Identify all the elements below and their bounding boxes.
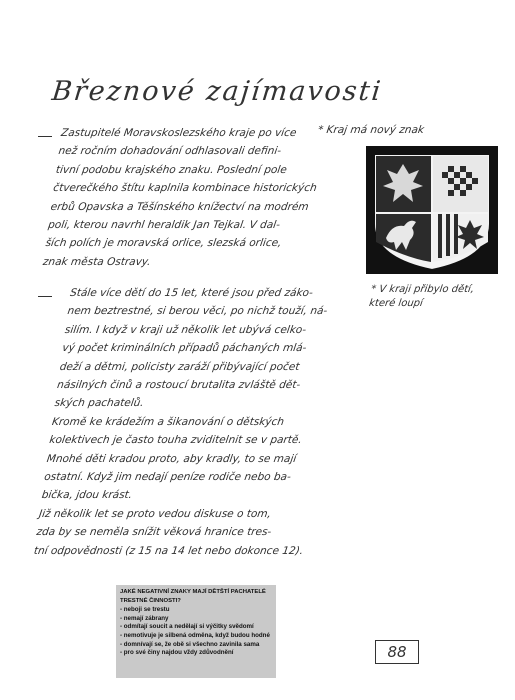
text-line: bička, jdou krást.	[40, 489, 133, 502]
text-line: vý počet kriminálních případů páchaných mlá-	[61, 342, 308, 355]
newspaper-clipping	[116, 585, 276, 678]
text-line: tivní podobu krajského znaku. Poslední pole	[55, 163, 288, 176]
text-line: které loupí	[368, 298, 424, 309]
text-line: čtverečkého štítu kaplnila kombinace historických	[52, 182, 318, 195]
margin-note-kraj-znak: * Kraj má nový znak	[317, 124, 425, 136]
text-line: znak města Ostravy.	[42, 255, 152, 268]
clipping-item: - neboji se trestu	[120, 606, 170, 614]
text-line: poli, kterou navrhl heraldik Jan Tejkal. V dal-	[47, 219, 281, 232]
text-line: ších polích je moravská orlice, slezská orlice,	[44, 237, 283, 250]
bullet-dash	[38, 136, 52, 137]
article-kraj-znak	[42, 124, 363, 271]
text-line: * V kraji přibylo dětí,	[370, 284, 475, 295]
text-line: kolektivech je často touha zviditelnit se v partě.	[48, 434, 303, 447]
text-line: Kromě ke krádežím a šikanování o dětských	[51, 415, 285, 428]
article-deti-pachatele	[33, 284, 382, 560]
text-line: nem beztrestné, si berou věci, po nichž touží, ná-	[66, 305, 329, 318]
clipping-item: - odmítají soucit a nedělají si výčitky svědomí	[120, 623, 254, 631]
bullet-dash	[38, 296, 52, 297]
text-line: Stále více dětí do 15 let, které jsou před záko-	[69, 287, 314, 299]
page-title: Březnové zajímavosti	[50, 76, 384, 107]
page-number: 88	[375, 640, 419, 664]
text-line: ských pachatelů.	[53, 397, 145, 410]
clipping-item: - nemotivuje je silbená odměna, když budou hodné	[120, 631, 270, 639]
text-line: Zastupitelé Moravskoslezského kraje po více	[60, 127, 298, 139]
coat-of-arms-illustration	[366, 146, 498, 274]
text-line: Mnohé děti kradou proto, aby kradly, to se mají	[46, 452, 298, 465]
clipping-title: JAKÉ NEGATIVNÍ ZNAKY MAJÍ DĚTŠTÍ PACHATELÉ TRESTNÉ ČINNOSTI?	[120, 589, 266, 604]
text-line: deží a dětmi, policisty zaráží přibývající počet	[58, 360, 301, 373]
clipping-item: - pro své činy najdou vždy zdůvodnění	[120, 649, 234, 657]
text-line: než ročním dohadování odhlasovali defini-	[57, 145, 282, 158]
text-line: erbů Opavska a Těšínského knížectví na modrém	[49, 200, 310, 213]
clipping-item: - domnívají se, že obě si všechno zavinila sama	[120, 640, 260, 648]
clipping-item: - nemají zábrany	[120, 614, 169, 622]
text-line: zda by se neměla snížit věková hranice tres-	[35, 526, 273, 539]
text-line: ostatní. Když jim nedají peníze rodiče nebo ba-	[43, 471, 292, 484]
text-line: tní odpovědnosti (z 15 na 14 let nebo dokonce 12).	[33, 544, 304, 557]
text-line: silím. I když v kraji už několik let ubývá celko-	[64, 323, 307, 336]
margin-note-deti	[368, 283, 502, 311]
text-line: Již několik let se proto vedou diskuse o tom,	[38, 507, 272, 520]
text-line: násilných činů a rostoucí brutalita zvláště dět-	[56, 379, 302, 392]
